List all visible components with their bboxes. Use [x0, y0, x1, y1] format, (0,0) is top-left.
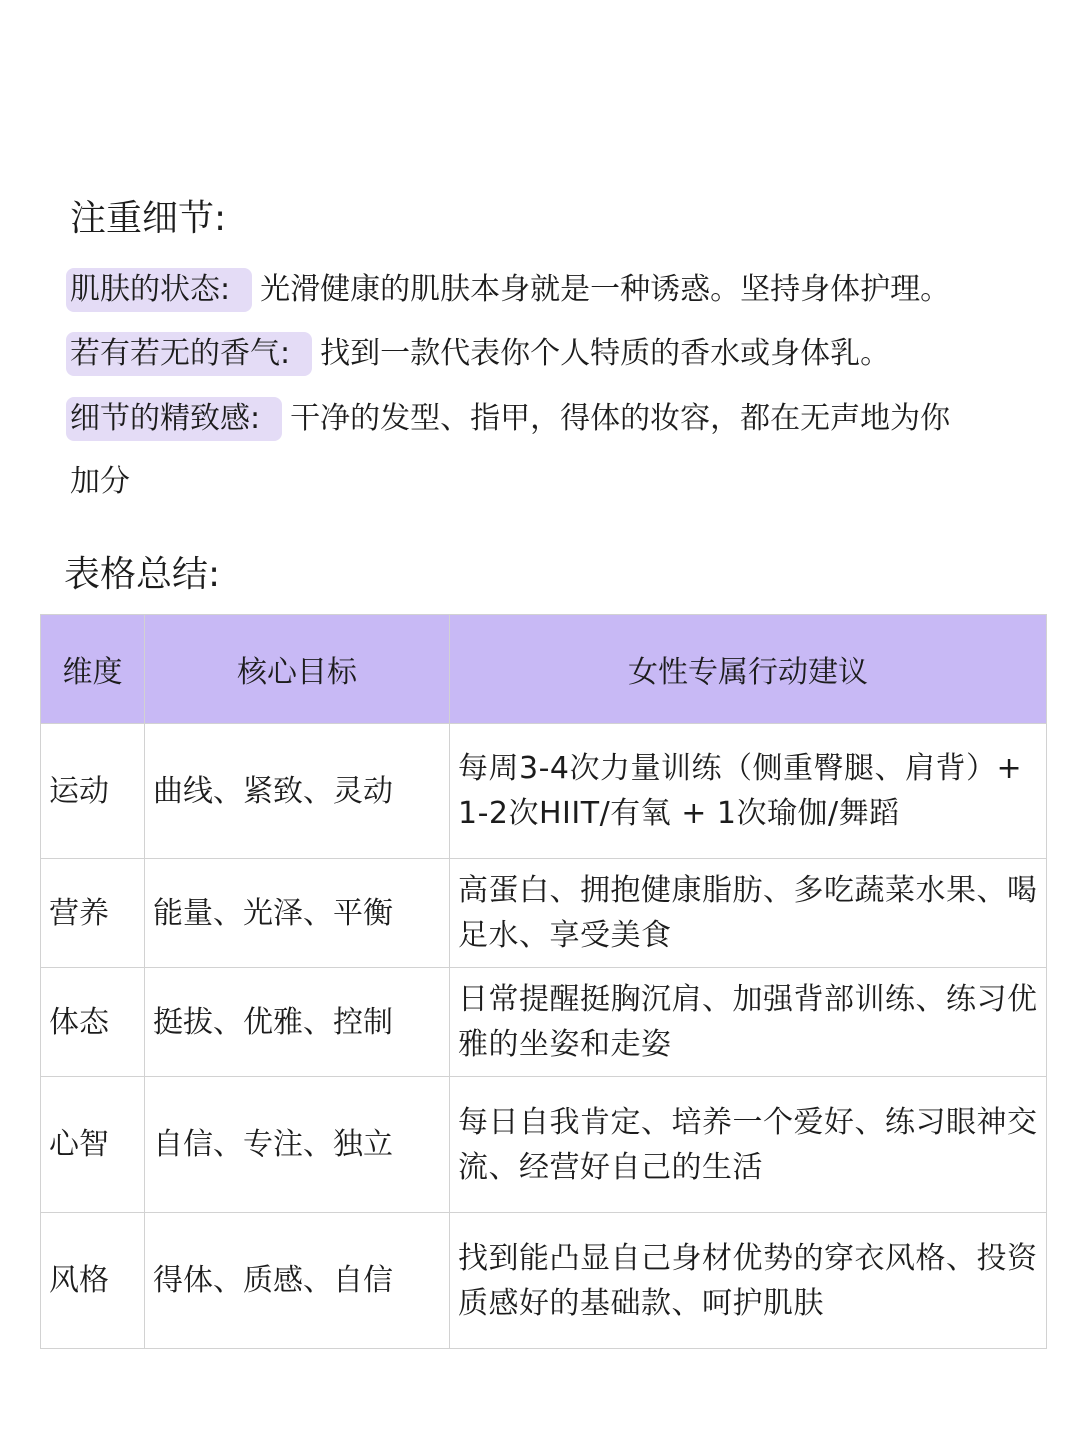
- dimension-cell: 心智: [41, 1077, 145, 1213]
- detail-label: 细节的精致感:: [66, 397, 282, 441]
- table-row: [41, 968, 1047, 1077]
- table-row: [41, 724, 1047, 859]
- detail-item-fragrance: [66, 332, 890, 376]
- goal-cell: 自信、专注、独立: [145, 1077, 450, 1213]
- details-section-title: 注重细节:: [70, 198, 227, 239]
- summary-section-title: 表格总结:: [64, 554, 221, 595]
- table-header-row: [41, 615, 1047, 724]
- dimension-cell: 营养: [41, 859, 145, 968]
- table-row: [41, 1077, 1047, 1213]
- goal-cell: 得体、质感、自信: [145, 1213, 450, 1349]
- header-action-advice: 女性专属行动建议: [450, 615, 1047, 724]
- dimension-cell: 体态: [41, 968, 145, 1077]
- dimension-cell: 风格: [41, 1213, 145, 1349]
- detail-text: 光滑健康的肌肤本身就是一种诱惑。坚持身体护理。: [260, 272, 951, 307]
- detail-item-skin: [66, 268, 950, 312]
- advice-cell: 找到能凸显自己身材优势的穿衣风格、投资质感好的基础款、呵护肌肤: [450, 1213, 1047, 1349]
- advice-cell: 每周3-4次力量训练（侧重臀腿、肩背）+ 1-2次HIIT/有氧 + 1次瑜伽/舞蹈: [450, 724, 1047, 859]
- table-row: [41, 859, 1047, 968]
- detail-item-refinement: [66, 397, 950, 441]
- detail-label: 肌肤的状态:: [66, 268, 252, 312]
- advice-cell: 高蛋白、拥抱健康脂肪、多吃蔬菜水果、喝足水、享受美食: [450, 859, 1047, 968]
- detail-text-continuation: 加分: [70, 464, 130, 499]
- goal-cell: 挺拔、优雅、控制: [145, 968, 450, 1077]
- summary-table: [40, 614, 1047, 1349]
- advice-cell: 日常提醒挺胸沉肩、加强背部训练、练习优雅的坐姿和走姿: [450, 968, 1047, 1077]
- header-dimension: 维度: [41, 615, 145, 724]
- detail-text: 干净的发型、指甲，得体的妆容，都在无声地为你: [290, 401, 951, 436]
- goal-cell: 能量、光泽、平衡: [145, 859, 450, 968]
- goal-cell: 曲线、紧致、灵动: [145, 724, 450, 859]
- table-row: [41, 1213, 1047, 1349]
- detail-label: 若有若无的香气:: [66, 332, 312, 376]
- advice-cell: 每日自我肯定、培养一个爱好、练习眼神交流、经营好自己的生活: [450, 1077, 1047, 1213]
- header-core-goal: 核心目标: [145, 615, 450, 724]
- detail-text: 找到一款代表你个人特质的香水或身体乳。: [320, 336, 891, 371]
- dimension-cell: 运动: [41, 724, 145, 859]
